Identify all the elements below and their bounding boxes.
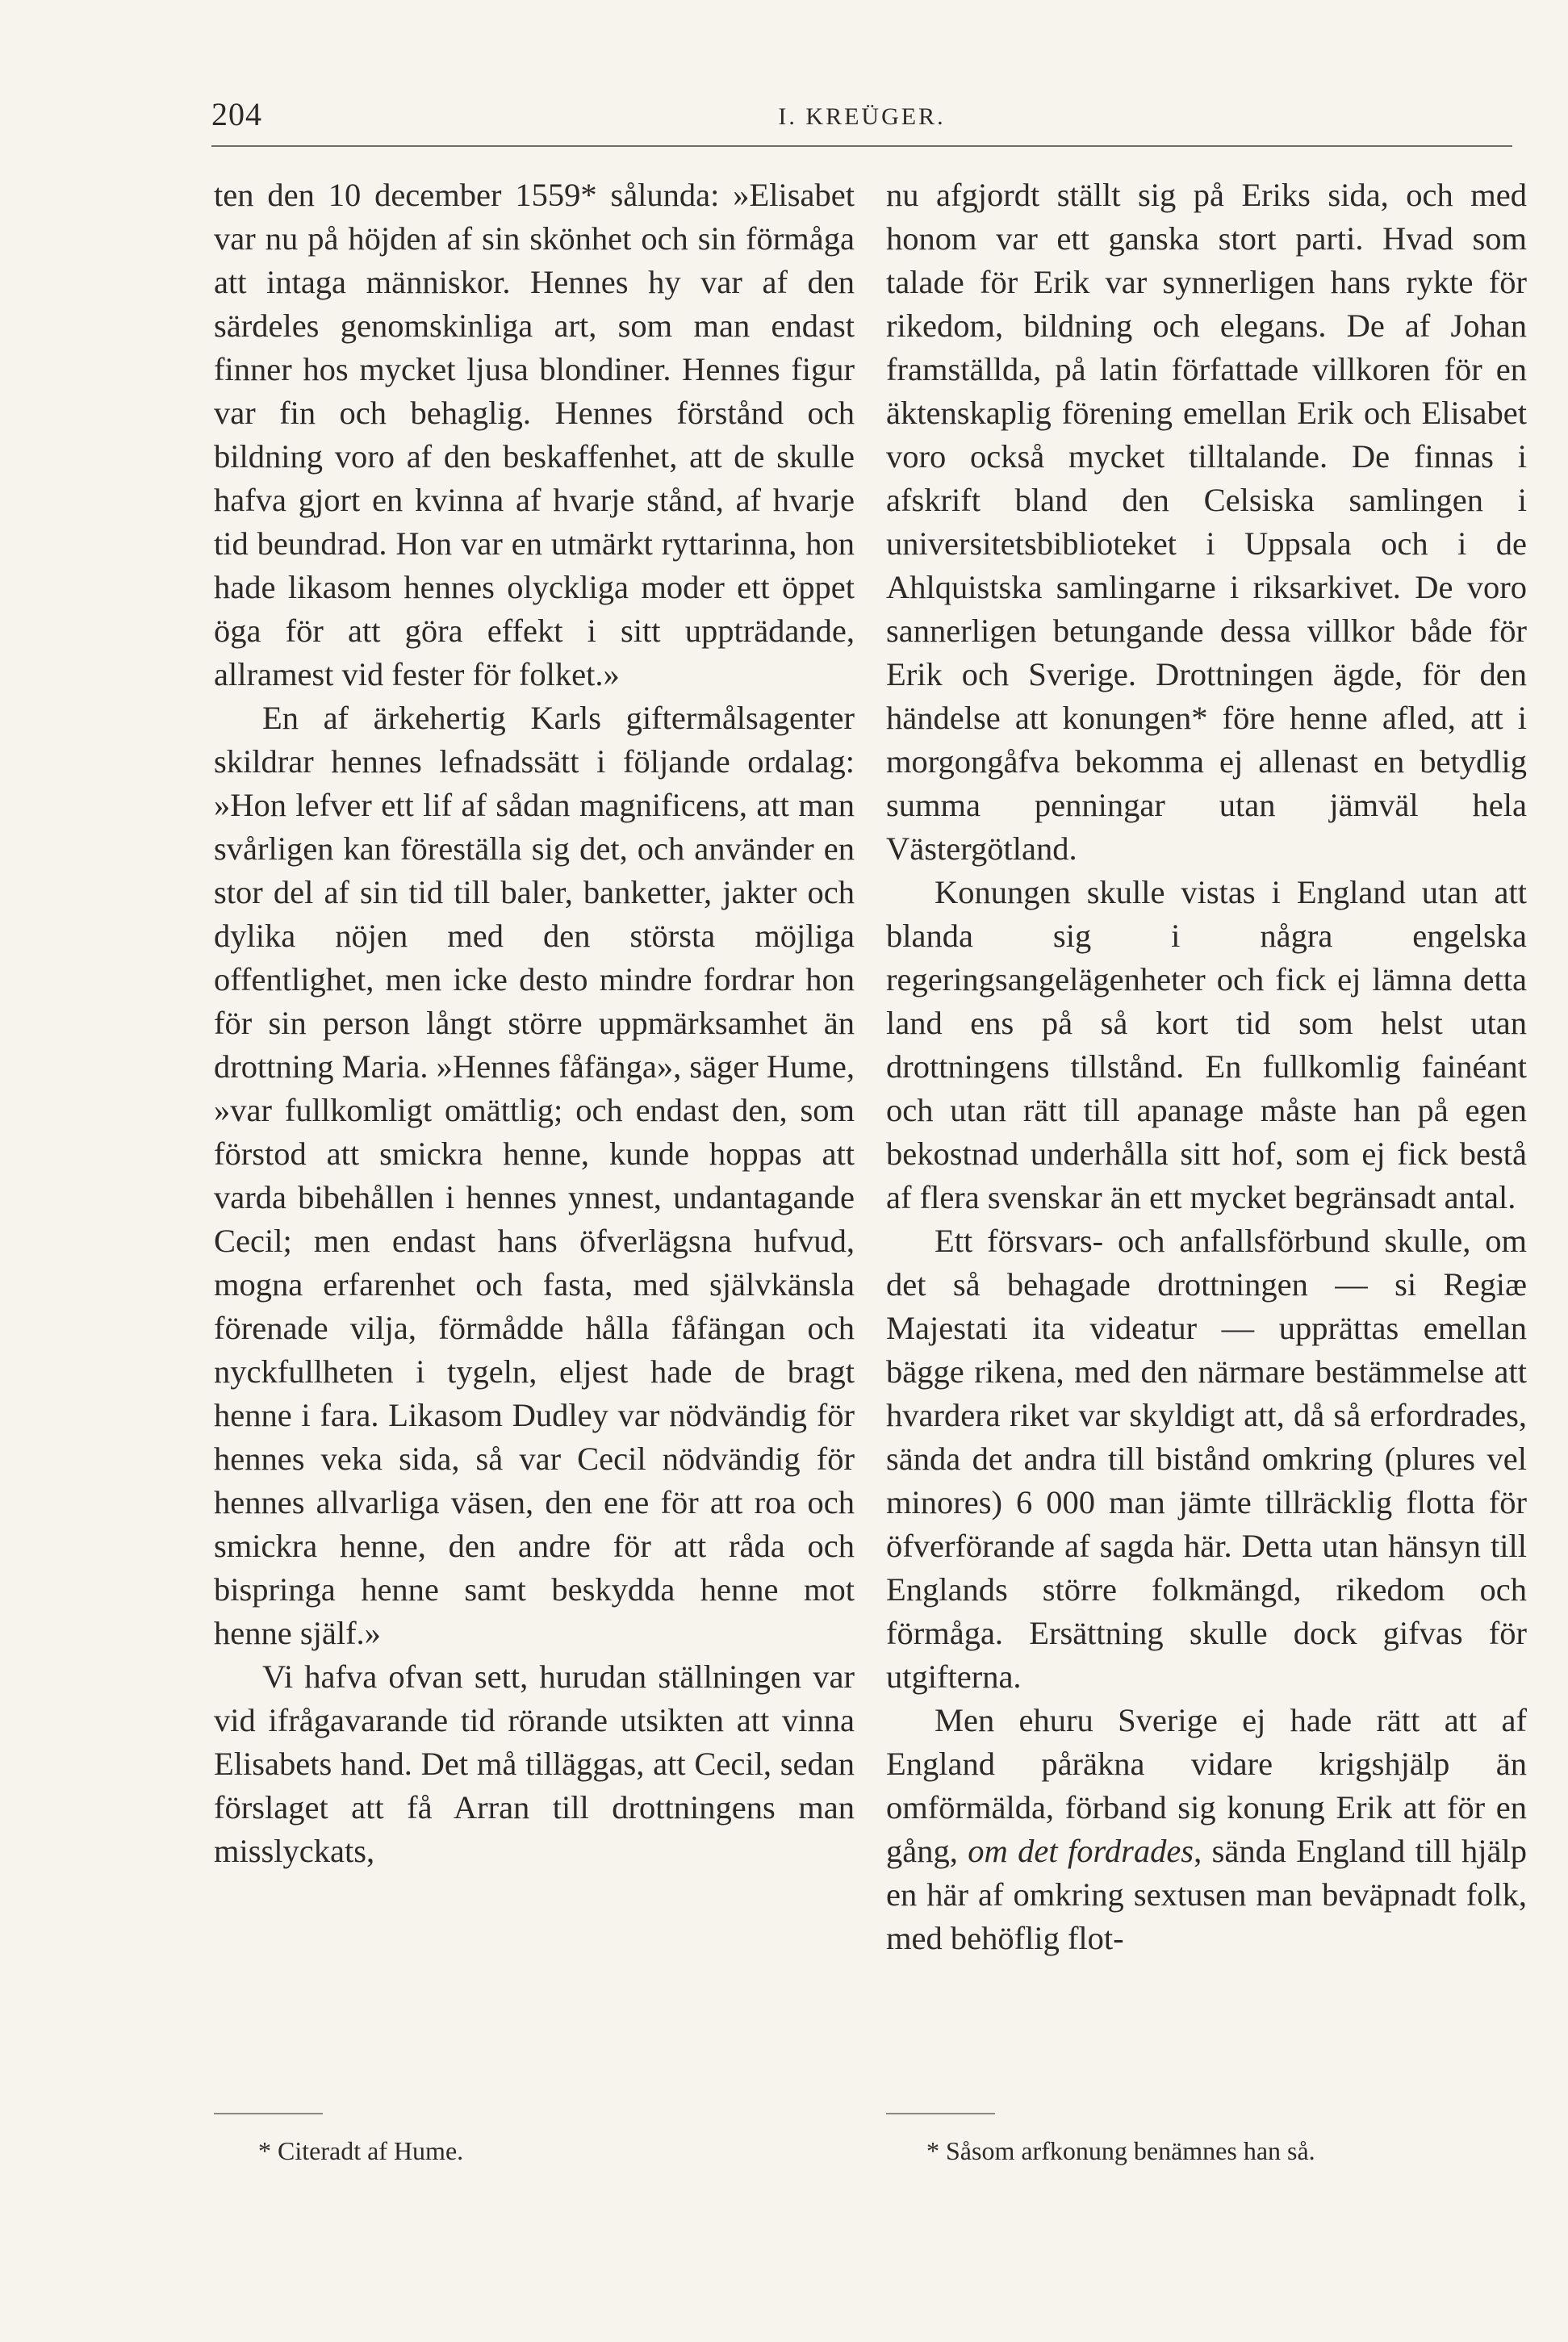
left-paragraph-2: En af ärkehertig Karls giftermålsagenter skildrar hennes lefnadssätt i följande ordalag: »Hon lefver ett lif af sådan magnificens, att man svårligen kan föreställa sig det, och använder en stor del af sin tid till baler, banketter, jakter och dylika nöjen med den största möjliga offentlighet, men icke desto mindre fordrar hon för sin person långt större uppmärksamhet än drottning Maria. »Hennes fåfänga», säger Hume, »var fullkomligt omättlig; och endast den, som förstod att smickra henne, kunde hoppas att varda bibehållen i hennes ynnest, undantagande Cecil; men endast hans öfverlägsna hufvud, mogna erfarenhet och fasta, med självkänsla förenade vilja, förmådde hålla fåfängan och nyckfullheten i tygeln, eljest hade de bragt henne i fara. Likasom Dudley var nödvändig för hennes veka sida, så var Cecil nödvändig för hennes allvarliga väsen, den ene för att roa och smickra henne, den andre för att råda och bispringa henne samt beskydda henne mot henne själf.» xyxy=(214,700,855,1651)
right-paragraph-4-start: Men ehuru Sverige ej hade rätt att af England påräkna vidare krigshjälp än omförmälda, förband sig konung Erik att för en gång, xyxy=(886,1702,1527,1869)
footnote-rule-right xyxy=(886,2113,995,2114)
header-rule xyxy=(211,145,1512,147)
right-column xyxy=(886,174,1527,1960)
running-title: I. KREÜGER. xyxy=(778,103,946,130)
running-head xyxy=(211,95,1512,144)
right-paragraph-2: Konungen skulle vistas i England utan att blanda sig i några engelska regeringsangelägenheter och fick ej lämna detta land ens på så kort tid som helst utan drottningens tillstånd. En fullkomlig fainéant och utan rätt till apanage måste han på egen bekostnad underhålla sitt hof, som ej fick bestå af flera svenskar än ett mycket begränsadt antal. xyxy=(886,874,1527,1215)
right-paragraph-4-italic: om det fordrades xyxy=(968,1833,1194,1869)
left-column xyxy=(214,174,855,1873)
left-paragraph-3: Vi hafva ofvan sett, hurudan ställningen var vid ifrågavarande tid rörande utsikten att vinna Elisabets hand. Det må tilläggas, att Cecil, sedan förslaget att få Arran till drottningens man misslyckats, xyxy=(214,1658,855,1869)
right-paragraph-4-end: , sända England till hjälp en här af omkring sextusen man beväpnadt folk, med behöflig flot- xyxy=(886,1833,1528,1956)
page-number: 204 xyxy=(211,96,262,132)
right-paragraph-4 xyxy=(886,1699,1527,1960)
right-paragraph-3: Ett försvars- och anfallsförbund skulle, om det så behagade drottningen — si Regiæ Majestati ita videatur — upprättas emellan bägge rikena, med den närmare bestämmelse att hvardera riket var skyldigt att, då så erfordrades, sända det andra till bistånd omkring (plures vel minores) 6 000 man jämte tillräcklig flotta för öfverförande af sagda här. Detta utan hänsyn till Englands större folkmängd, rikedom och förmåga. Ersättning skulle dock gifvas för utgifterna. xyxy=(886,1223,1527,1695)
footnote-right: * Såsom arfkonung benämnes han så. xyxy=(926,2136,1315,2165)
footnote-left: * Citeradt af Hume. xyxy=(258,2136,464,2165)
left-paragraph-1: ten den 10 december 1559* sålunda: »Elisabet var nu på höjden af sin skönhet och sin förmåga att intaga människor. Hennes hy var af den särdeles genomskinliga art, som man endast finner hos mycket ljusa blondiner. Hennes figur var fin och behaglig. Hennes förstånd och bildning voro af den beskaffenhet, att de skulle hafva gjort en kvinna af hvarje stånd, af hvarje tid beundrad. Hon var en utmärkt ryttarinna, hon hade likasom hennes olyckliga moder ett öppet öga för att göra effekt i sitt uppträdande, allramest vid fester för folket.» xyxy=(214,177,855,692)
footnote-rule-left xyxy=(214,2113,323,2114)
right-paragraph-1: nu afgjordt ställt sig på Eriks sida, och med honom var ett ganska stort parti. Hvad som talade för Erik var synnerligen hans rykte för rikedom, bildning och elegans. De af Johan framställda, på latin författade villkoren för en äktenskaplig förening emellan Erik och Elisabet voro också mycket tilltalande. De finnas i afskrift bland den Celsiska samlingen i universitetsbiblioteket i Uppsala och i de Ahlquistska samlingarne i riksarkivet. De voro sannerligen betungande dessa villkor både för Erik och Sverige. Drottningen ägde, för den händelse att konungen* före henne afled, att i morgongåfva bekomma ej allenast en betydlig summa penningar utan jämväl hela Västergötland. xyxy=(886,177,1527,867)
